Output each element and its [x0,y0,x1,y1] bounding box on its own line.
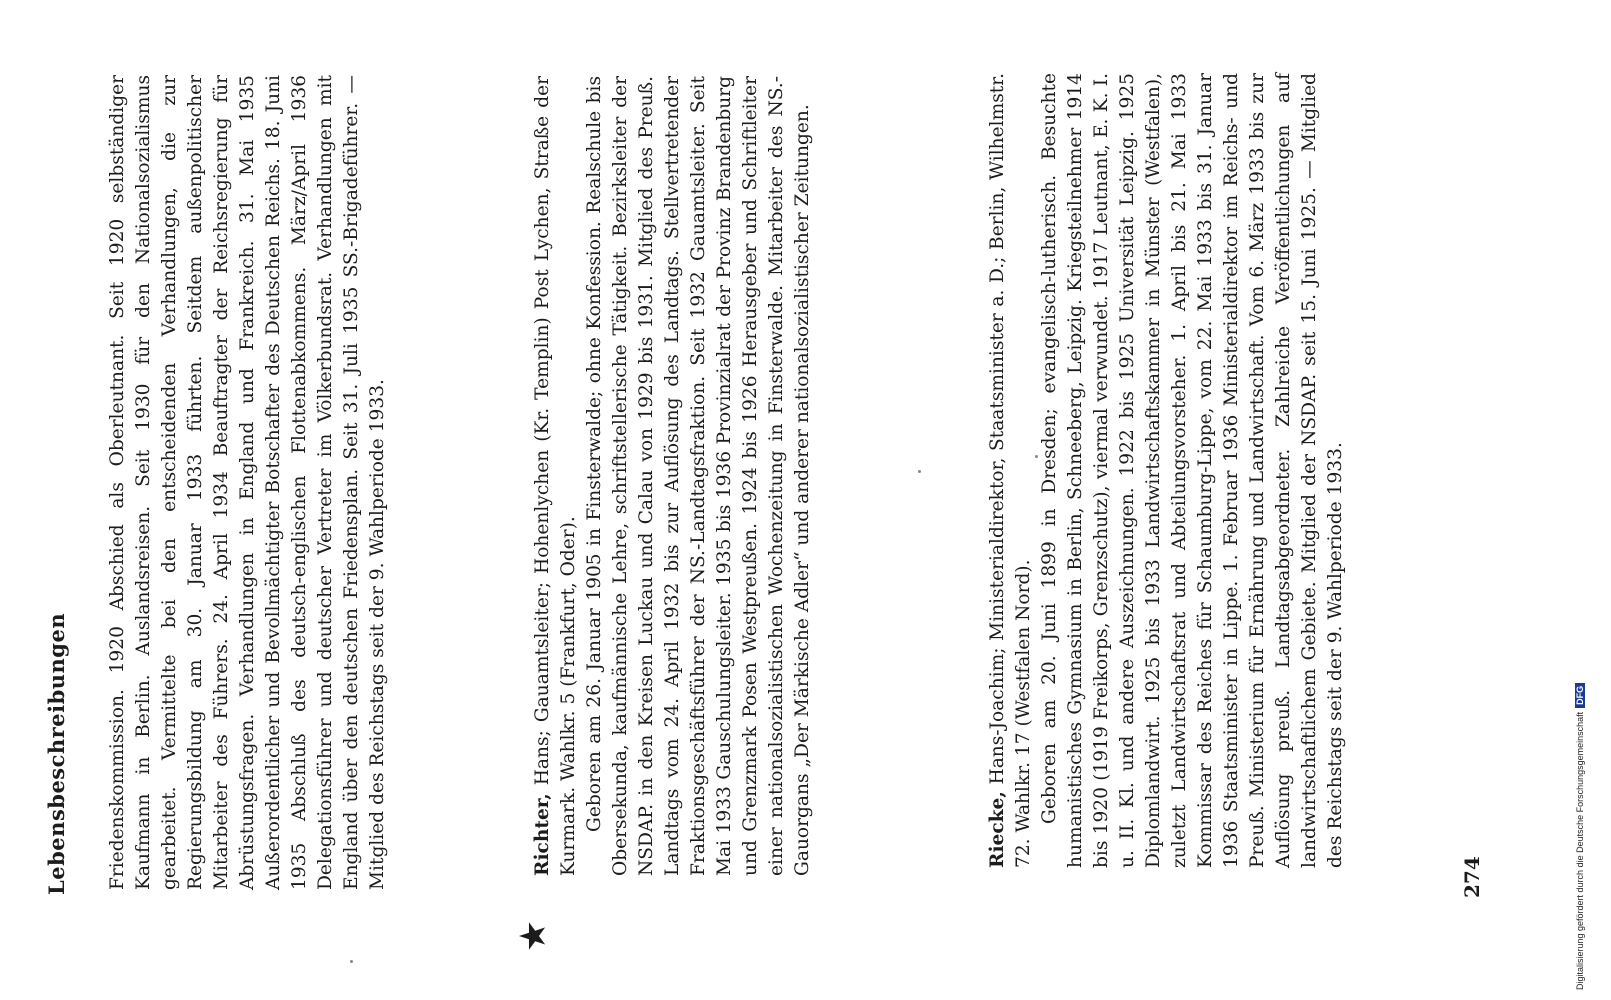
page-header: Lebensbeschreibungen [44,612,69,895]
biography-entry-richter [530,76,816,876]
entry-details: Hans-Joachim; Ministerialdirektor, Staatsminister a. D.; Berlin, Wilhelmstr. 72. Wahlkr. 17 (Westfalen Nord). [987,73,1034,868]
dfg-logo: DFG [1575,683,1585,708]
entry-body: Geboren am 26. Januar 1905 in Finsterwalde; ohne Konfession. Realschule bis Obersekunda, kaufmännische Lehre, schriftstellerische Tätigkeit. Bezirksleiter der NSDAP. in den Kreisen Luckau und Calau von 1929 bis 1931. Mitglied des Preuß. Landtags vom 24. April 1932 bis zur Auflösung des Landtags. Stellvertretender Fraktionsgeschäftsführer der NS.-Landtagsfraktion. Seit 1932 Gauamtsleiter. Seit Mai 1933 Gauschulungsleiter. 1935 bis 1936 Provinzialrat der Provinz Brandenburg und Grenzmark Posen Westpreußen. 1924 bis 1926 Herausgeber und Schriftleiter einer nationalsozialistischen Wochenzeitung in Finsterwalde. Mitarbeiter des NS.-Gauorgans „Der Märkische Adler“ und anderer nationalsozialistischer Zeitungen. [584,76,813,876]
scan-speck [350,960,353,963]
entry-body: Geboren am 20. Juni 1899 in Dresden; evangelisch-lutherisch. Besuchte humanistisches Gymnasium in Berlin, Schneeberg, Leipzig. Kriegsteilnehmer 1914 bis 1920 (1919 Freikorps, Grenzschutz), viermal verwundet. 1917 Leutnant, E. K. I. u. II. Kl. und andere Auszeichnungen. 1922 bis 1925 Universität Leipzig. 1925 Diplomlandwirt. 1925 bis 1933 Landwirtschaftskammer in Münster (Westfalen), zuletzt Landwirtschaftsrat und Abteilungsvorsteher. 1. April bis 21. Mai 1933 Kommissar des Reiches für Schaumburg-Lippe, vom 22. Mai 1933 bis 31. Januar 1936 Staatsminister in Lippe. 1. Februar 1936 Ministerialdirektor im Reichs- und Preuß. Ministerium für Ernährung und Landwirtschaft. Vom 6. März 1933 bis zur Auflösung preuß. Landtagsabgeordneter. Zahlreiche Veröffentlichungen auf landwirtschaftlichem Gebiete. Mitglied der NSDAP. seit 15. Juni 1925. — Mitglied des Reichstags seit der 9. Wahlperiode 1933. [1039,73,1346,868]
star-icon: ★ [513,919,555,953]
digitization-note [1575,683,1585,990]
entry-name: Richter, [532,793,553,876]
entry-details: Hans; Gauamtsleiter; Hohenlychen (Kr. Templin) Post Lychen, Straße der Kurmark. Wahlkr. 5 (Frankfurt, Oder). [532,76,579,876]
digitization-text: Digitalisierung gefördert durch die Deutsche Forschungsgemeinschaft [1575,711,1585,990]
entry-text: Friedenskommission. 1920 Abschied als Oberleutnant. Seit 1920 selbständiger Kaufmann in Berlin. Auslandsreisen. Seit 1930 für den Nationalsozialismus gearbeitet. Vermittelte bei den entscheidenden Verhandlungen, die zur Regierungsbildung am 30. Januar 1933 führten. Seitdem außenpolitischer Mitarbeiter des Führers. 24. April 1934 Beauftragter der Reichsregierung für Abrüstungsfragen. Verhandlungen in England und Frankreich. 31. Mai 1935 Außerordentlicher und Bevollmächtigter Botschafter des Deutschen Reichs. 18. Juni 1935 Abschluß des deutsch-englischen Flottenabkommens. März/April 1936 Delegationsführer und deutscher Vertreter im Völkerbundsrat. Verhandlungen mit England über den deutschen Friedensplan. Seit 31. Juli 1935 SS.-Brigadeführer. — Mitglied des Reichstags seit der 9. Wahlperiode 1933. [107,75,388,890]
scan-speck [918,470,921,473]
entry-name: Riecke, [987,791,1008,868]
biography-entry-riecke [985,73,1349,868]
scan-speck [1035,455,1038,458]
page-number: 274 [1460,856,1484,898]
biography-entry-continued [105,75,391,890]
